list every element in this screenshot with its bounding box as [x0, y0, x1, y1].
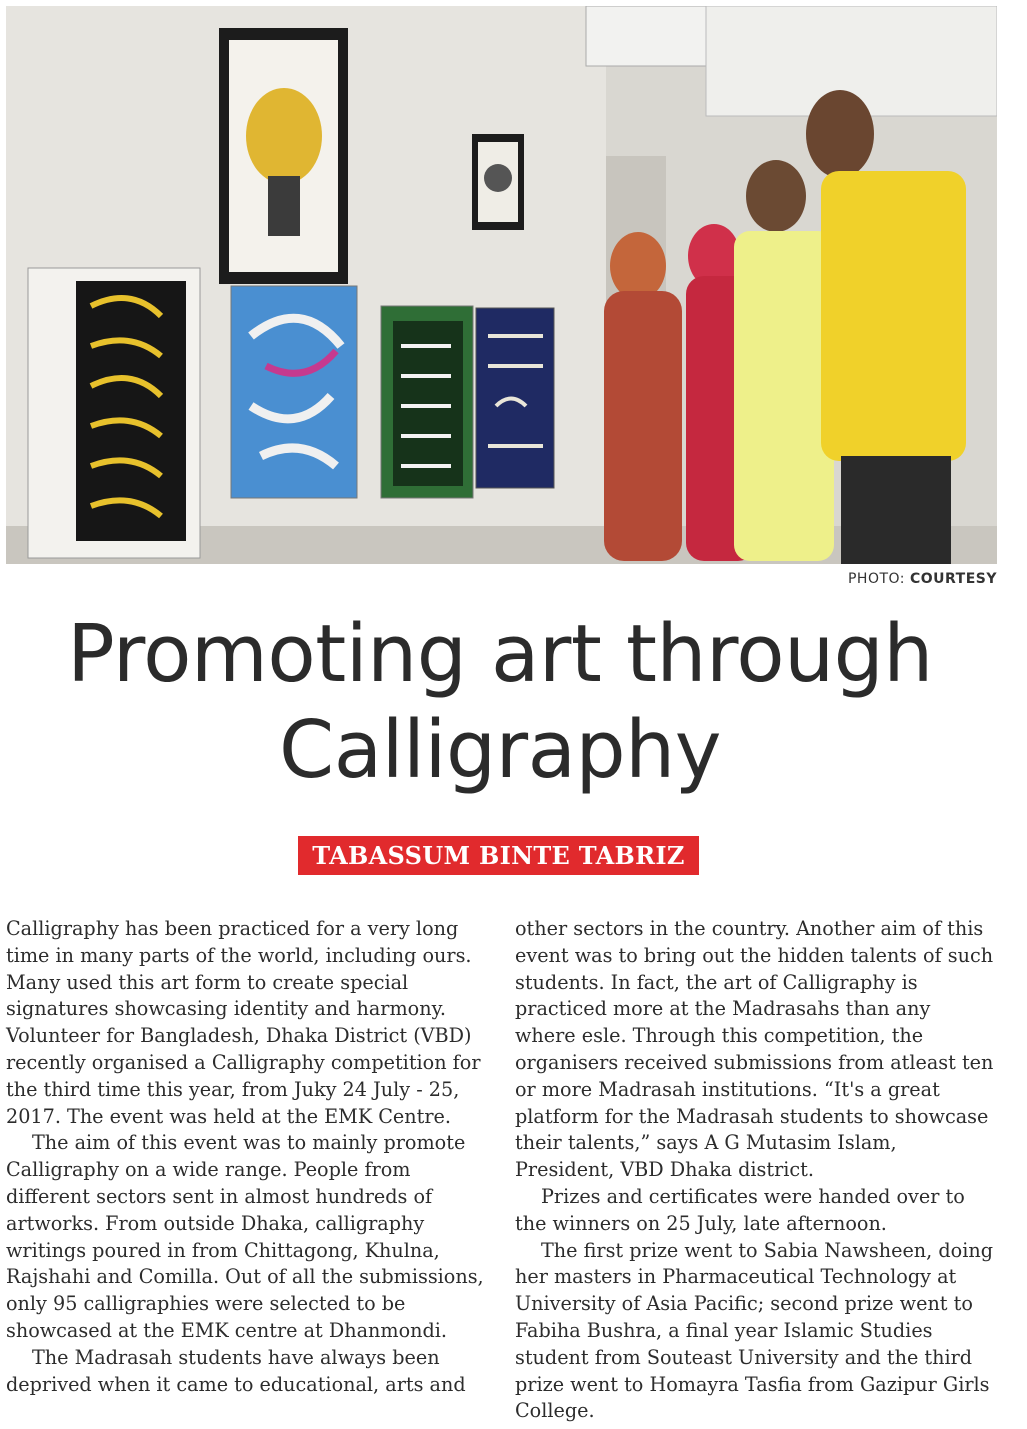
paragraph: Prizes and certificates were handed over to the winners on 25 July, late afternoon. — [515, 1184, 965, 1235]
paragraph: other sectors in the country. Another aim of this event was to bring out the hidden talents of such students. In fact, the art of Calligraphy is practiced more at the Madrasahs than any where esle. Through this competition, the organisers received submissions from atleast ten or more Madrasah institutions. “It's a great platform for the Madrasah students to showcase their talents,” says A G Mutasim Islam, President, VBD Dhaka district. — [515, 917, 994, 1182]
paragraph: The first prize went to Sabia Nawsheen, doing her masters in Pharmaceutical Technology at University of Asia Pacific; second prize went to Fabiha Bushra, a final year Islamic Studies student from Souteast University and the third prize went to Homayra Tasfia from Gazipur Girls College. — [515, 1238, 993, 1423]
photo-credit — [848, 571, 997, 587]
body-column-left — [6, 916, 491, 1398]
photo-credit-prefix: PHOTO: — [847, 571, 906, 587]
paragraph: The Madrasah students have always been deprived when it came to educational, arts and — [6, 1345, 466, 1396]
photo-credit-name: COURTESY — [909, 571, 997, 587]
paragraph: The aim of this event was to mainly promote Calligraphy on a wide range. People from different sectors sent in almost hundreds of artworks. From outside Dhaka, calligraphy writings poured in from Chittagong, Khulna, Rajshahi and Comilla. Out of all the submissions, only 95 calligraphies were selected to be showcased at the EMK centre at Dhanmondi. — [6, 1131, 484, 1342]
article-photo — [6, 6, 997, 564]
paragraph: Calligraphy has been practiced for a very long time in many parts of the world, including ours. Many used this art form to create special signatures showcasing identity and harmony. Volunteer for Bangladesh, Dhaka District (VBD) recently organised a Calligraphy competition for the third time this year, from Juky 24 July - 25, 2017. The event was held at the EMK Centre. — [6, 917, 481, 1128]
headline-line-2: Calligraphy — [279, 704, 721, 796]
author-byline: TABASSUM BINTE TABRIZ — [298, 836, 699, 875]
exhibition-photo-illustration — [6, 6, 997, 564]
headline-line-1: Promoting art through — [67, 608, 933, 700]
body-column-right — [515, 916, 995, 1425]
article-headline — [0, 606, 1000, 798]
